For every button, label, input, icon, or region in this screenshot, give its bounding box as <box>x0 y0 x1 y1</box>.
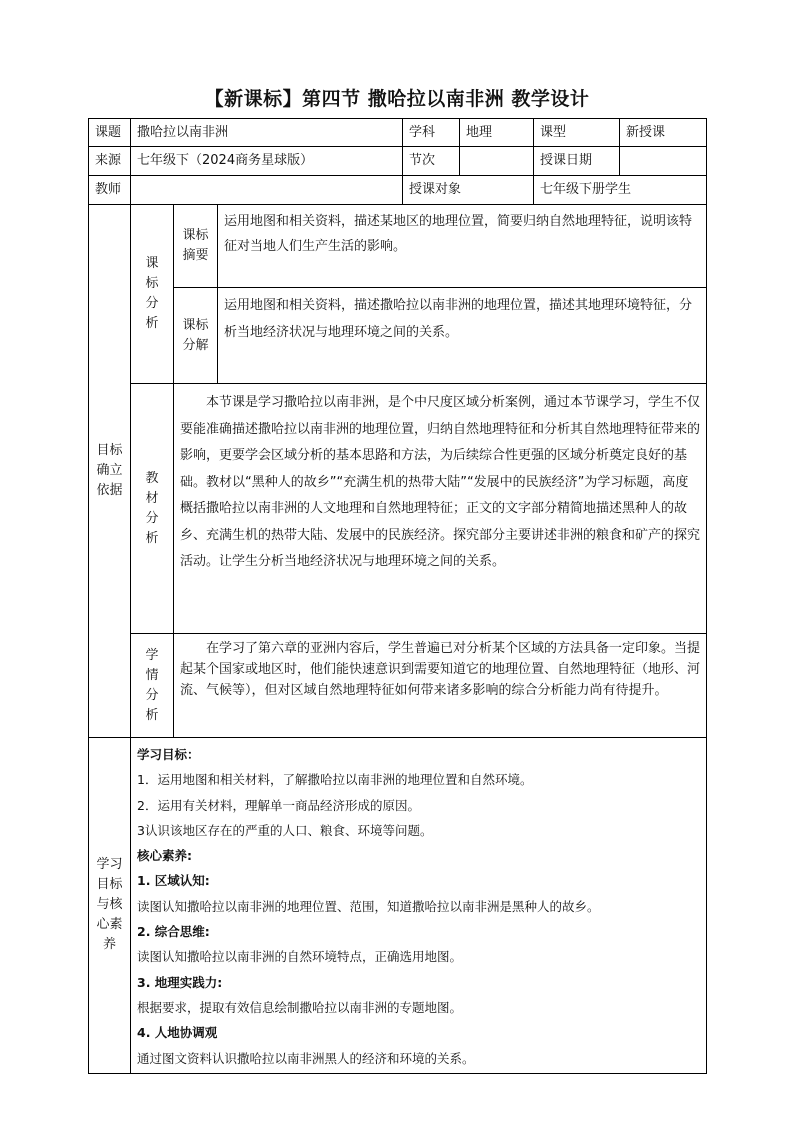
teacher-value <box>131 176 403 205</box>
learning-goal-item: 3认识该地区存在的严重的人口、粮食、环境等问题。 <box>137 822 433 838</box>
header-row-2 <box>89 147 707 176</box>
goals-content <box>131 738 707 1074</box>
label-type: 课型 <box>534 119 620 147</box>
header-row-1 <box>89 119 707 147</box>
label-topic: 课题 <box>89 119 131 147</box>
standards-decompose-text: 运用地图和相关资料，描述撒哈拉以南非洲的地理位置，描述其地理环境特征，分析当地经济状况与地理环境之间的关系。 <box>218 288 707 384</box>
standards-decompose-row <box>89 288 707 384</box>
core-item-text: 通过图文资料认识撒哈拉以南非洲黑人的经济和环境的关系。 <box>137 1050 475 1066</box>
label-period: 节次 <box>403 147 460 176</box>
standards-summary-label: 课标 摘要 <box>174 205 218 288</box>
page-title: 【新课标】第四节 撒哈拉以南非洲 教学设计 <box>204 88 590 110</box>
standards-analysis-label: 课 标 分 析 <box>131 205 174 384</box>
label-source: 来源 <box>89 147 131 176</box>
type-value: 新授课 <box>620 119 707 147</box>
student-analysis-text: 在学习了第六章的亚洲内容后，学生普遍已对分析某个区域的方法具备一定印象。当提起某个国家或地区时，他们能快速意识到需要知道它的地理位置、自然地理特征（地形、河流、气候等），但对区域自然地理特征如何带来诸多影响的综合分析能力尚有待提升。 <box>174 634 707 738</box>
header-row-3 <box>89 176 707 205</box>
core-item-text: 读图认知撒哈拉以南非洲的自然环境特点，正确选用地图。 <box>137 949 463 965</box>
student-analysis-label: 学 情 分 析 <box>131 634 174 738</box>
subject-value: 地理 <box>460 119 534 147</box>
date-value <box>620 147 707 176</box>
period-value <box>460 147 534 176</box>
goals-row <box>89 738 707 1074</box>
core-item-heading: 2. 综合思维: <box>137 924 210 940</box>
core-item-heading: 4. 人地协调观 <box>137 1025 218 1041</box>
standards-summary-row <box>89 205 707 288</box>
lesson-plan-table <box>88 118 707 1074</box>
label-date: 授课日期 <box>534 147 620 176</box>
source-value: 七年级下（2024商务星球版） <box>131 147 403 176</box>
learning-goal-item: 2．运用有关材料，理解单一商品经济形成的原因。 <box>137 797 420 813</box>
textbook-analysis-label: 教 材 分 析 <box>131 384 174 634</box>
core-item-heading: 1. 区域认知: <box>137 873 210 889</box>
core-item-text: 读图认知撒哈拉以南非洲的地理位置、范围，知道撒哈拉以南非洲是黑种人的故乡。 <box>137 898 600 914</box>
audience-value: 七年级下册学生 <box>534 176 707 205</box>
learning-goal-item: 1．运用地图和相关材料，了解撒哈拉以南非洲的地理位置和自然环境。 <box>137 772 533 788</box>
core-item-text: 根据要求，提取有效信息绘制撒哈拉以南非洲的专题地图。 <box>137 999 463 1015</box>
label-teacher: 教师 <box>89 176 131 205</box>
topic-value: 撒哈拉以南非洲 <box>131 119 403 147</box>
core-item-heading: 3. 地理实践力: <box>137 974 223 990</box>
textbook-analysis-text: 本节课是学习撒哈拉以南非洲，是个中尺度区域分析案例，通过本节课学习，学生不仅要能准确描述撒哈拉以南非洲的地理位置，归纳自然地理特征和分析其自然地理特征带来的影响，更要学会区域分析的基本思路和方法，为后续综合性更强的区域分析奠定良好的基础。教材以“黑种人的故乡”“充满生机的热带大陆”“发展中的民族经济”为学习标题，高度概括撒哈拉以南非洲的人文地理和自然地理特征；正文的文字部分精简地描述黑种人的故乡、充满生机的热带大陆、发展中的民族经济。探究部分主要讲述非洲的粮食和矿产的探究活动。让学生分析当地经济状况与地理环境之间的关系。 <box>174 384 707 634</box>
standards-summary-text: 运用地图和相关资料，描述某地区的地理位置，简要归纳自然地理特征，说明该特征对当地人们生产生活的影响。 <box>218 205 707 288</box>
goals-label: 学习 目标 与核 心素 养 <box>89 738 131 1074</box>
textbook-analysis-row <box>89 384 707 634</box>
core-literacy-heading: 核心素养: <box>137 848 192 864</box>
label-subject: 学科 <box>403 119 460 147</box>
standards-decompose-label: 课标 分解 <box>174 288 218 384</box>
student-analysis-row <box>89 634 707 738</box>
basis-label: 目标 确立 依据 <box>89 205 131 738</box>
learning-goals-heading: 学习目标： <box>137 747 200 762</box>
label-audience: 授课对象 <box>403 176 534 205</box>
